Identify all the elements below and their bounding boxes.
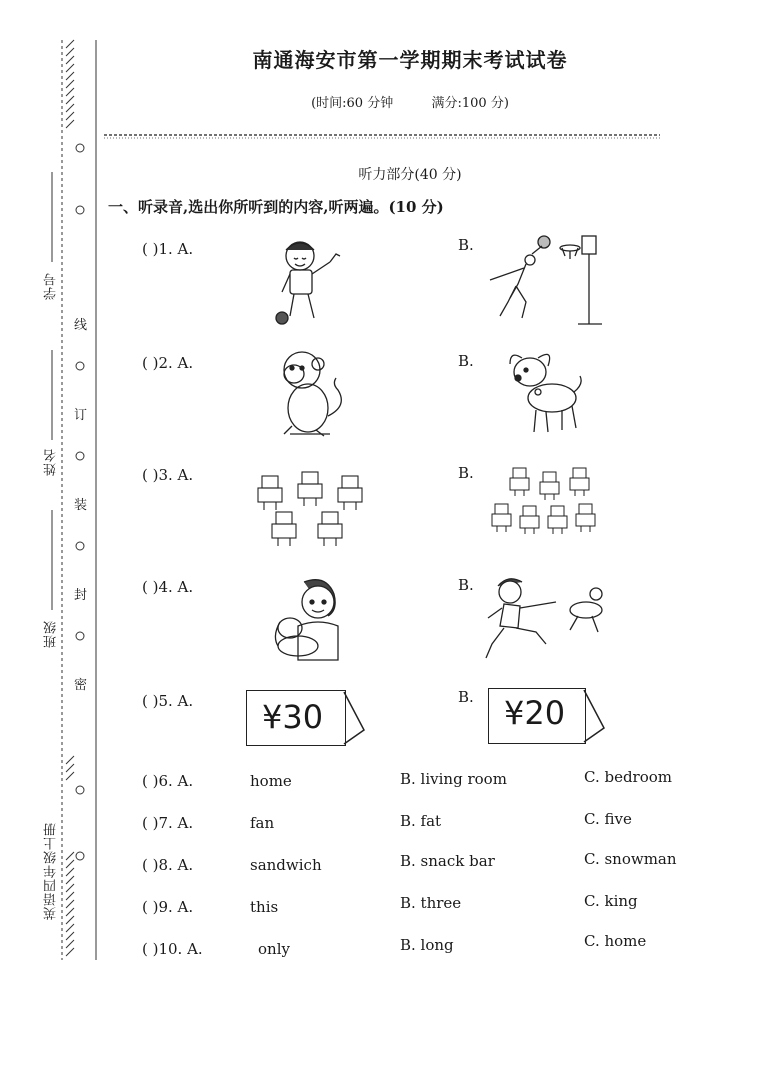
boy-waving-image — [268, 236, 348, 328]
boy-running-with-dog-image — [484, 572, 612, 664]
question-1-instruction: 一、听录音,选出你所听到的内容,听两遍。(10 分) — [108, 198, 444, 216]
seal-char-mi: 密 — [74, 678, 88, 693]
item-1-b-label: B. — [458, 236, 474, 254]
item-8-number: ( )8. A. — [142, 856, 194, 874]
name-label: 姓名 — [44, 448, 59, 476]
item-9-option-a: this — [250, 898, 279, 916]
item-7-option-b: B. fat — [400, 812, 442, 830]
item-5-b-label: B. — [458, 688, 474, 706]
item-6-number: ( )6. A. — [142, 772, 194, 790]
item-5-number: ( )5. A. — [142, 692, 194, 710]
subject-label: 英语四年级上册 — [44, 822, 59, 920]
item-9-number: ( )9. A. — [142, 898, 194, 916]
basketball-player-image — [486, 232, 610, 328]
five-robots-image — [254, 470, 372, 550]
item-9-option-c: C. king — [584, 892, 638, 910]
seal-char-ding: 订 — [74, 408, 88, 423]
item-7-option-a: fan — [250, 814, 275, 832]
item-2-number: ( )2. A. — [142, 354, 194, 372]
item-10-option-a: only — [258, 940, 290, 958]
separator-line — [104, 132, 664, 140]
item-7-number: ( )7. A. — [142, 814, 194, 832]
item-8-option-c: C. snowman — [584, 850, 677, 868]
section-title: 听力部分(40 分) — [358, 167, 462, 183]
item-8-option-b: B. snack bar — [400, 852, 495, 870]
dog-image — [504, 348, 588, 436]
price-tag-b-side — [582, 688, 608, 744]
item-10-number: ( )10. A. — [142, 940, 203, 958]
price-a: ¥30 — [262, 698, 324, 736]
seal-char-zhuang: 装 — [74, 498, 88, 513]
item-3-b-label: B. — [458, 464, 474, 482]
item-6-option-a: home — [250, 772, 292, 790]
score-info: 满分:100 分) — [431, 96, 509, 111]
seal-char-xian: 线 — [74, 318, 88, 333]
item-2-b-label: B. — [458, 352, 474, 370]
item-1-number: ( )1. A. — [142, 240, 194, 258]
time-info: (时间:60 分钟 — [311, 96, 394, 111]
item-6-option-b: B. living room — [400, 770, 507, 788]
item-10-option-c: C. home — [584, 932, 647, 950]
item-3-number: ( )3. A. — [142, 466, 194, 484]
page-title: 南通海安市第一学期期末考试试卷 — [252, 48, 568, 72]
monkey-image — [272, 346, 352, 438]
item-6-option-c: C. bedroom — [584, 768, 673, 786]
girl-with-dog-image — [268, 576, 358, 662]
many-robots-image — [490, 464, 608, 548]
student-no-label: 学号 — [44, 272, 59, 300]
seal-char-feng: 封 — [74, 588, 88, 603]
item-7-option-c: C. five — [584, 810, 632, 828]
price-b: ¥20 — [504, 694, 566, 732]
item-8-option-a: sandwich — [250, 856, 322, 874]
class-label: 班级 — [44, 620, 59, 648]
price-tag-a-side — [342, 690, 368, 746]
item-9-option-b: B. three — [400, 894, 462, 912]
exam-info — [0, 92, 760, 111]
item-4-b-label: B. — [458, 576, 474, 594]
item-10-option-b: B. long — [400, 936, 454, 954]
item-4-number: ( )4. A. — [142, 578, 194, 596]
